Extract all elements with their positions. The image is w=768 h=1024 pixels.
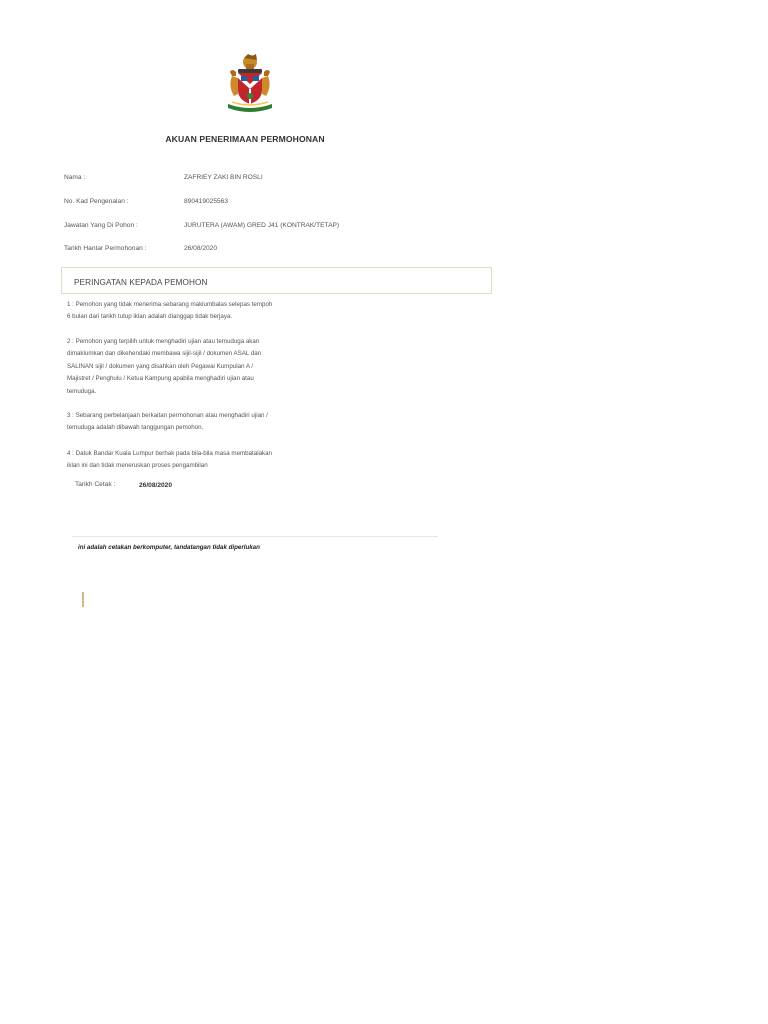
computer-generated-note: ini adalah cetakan berkomputer, tandatangan tidak diperlukan [78, 544, 260, 551]
field-label: Jawatan Yang Di Pohon : [64, 222, 138, 229]
field-row-position [64, 222, 494, 236]
dbkl-crest-icon [222, 50, 278, 116]
notice-line: Majistret / Penghulu / Ketua Kampung apabila menghadiri ujian atau [67, 375, 254, 383]
notice-item-2 [67, 336, 329, 398]
notice-item-4 [67, 448, 329, 473]
field-value-position: JURUTERA (AWAM) GRED J41 (KONTRAK/TETAP) [184, 222, 340, 229]
notice-line: SALINAN sijil / dokumen yang disahkan oleh Pegawai Kumpulan A / [67, 362, 254, 370]
notice-line: iklan ini dan tidak meneruskan proses pengambilan [67, 462, 208, 470]
warning-header-box [61, 267, 492, 294]
notice-line: 4 : Datuk Bandar Kuala Lumpur berhak pada bila-bila masa membatalakan [67, 450, 272, 457]
notice-line: temuduga adalah dibawah tanggungan pemohon. [67, 424, 204, 432]
field-label: No. Kad Pengenalan : [64, 198, 129, 205]
notice-line: temuduga. [67, 387, 97, 395]
notice-line: 6 bulan dari tarikh tutup iklan adalah dianggap tidak berjaya. [67, 313, 233, 321]
print-date [75, 481, 275, 493]
notice-item-1 [67, 299, 329, 324]
notice-line: 3 : Sebarang perbelanjaan berkaitan permohonan atau menghadiri ujian / [67, 412, 268, 419]
field-value-name: ZAFRIEY ZAKI BIN ROSLI [184, 174, 263, 181]
field-label: Nama : [64, 174, 86, 181]
field-row-ic-number [64, 198, 494, 212]
warning-title: PERINGATAN KEPADA PEMOHON [74, 278, 208, 287]
notice-item-3 [67, 410, 329, 435]
field-value-ic-number: 890419025563 [184, 198, 229, 205]
field-row-name [64, 174, 494, 188]
print-date-label: Tarikh Cetak : [75, 481, 116, 488]
field-label: Tarikh Hantar Permohonan : [64, 245, 147, 252]
field-row-submit-date [64, 245, 494, 259]
field-value-submit-date: 26/08/2020 [184, 245, 218, 252]
print-date-value: 26/08/2020 [139, 482, 173, 489]
notice-line: dimaklumkan dan dikehendaki membawa sijil-sijil / dokumen ASAL dan [67, 350, 262, 358]
text-cursor-mark [82, 592, 84, 607]
document-title: AKUAN PENERIMAAN PERMOHONAN [165, 134, 325, 144]
notice-line: 1 : Pemohon yang tidak menerima sebarang maklumbalas selepas tempoh [67, 301, 273, 308]
footer-divider [72, 536, 438, 537]
notice-line: 2 : Pemohon yang terpilih untuk menghadiri ujian atau temuduga akan [67, 338, 260, 345]
